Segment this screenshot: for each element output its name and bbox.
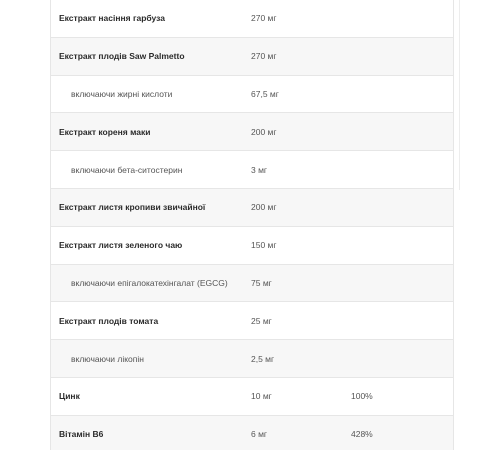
table-row: [51, 340, 453, 378]
table-row: [51, 38, 453, 76]
table-row: [51, 416, 453, 450]
ingredient-amount: 3 мг: [251, 164, 268, 175]
ingredient-name: Екстракт плодів томата: [59, 315, 159, 326]
ingredient-amount: 25 мг: [251, 315, 272, 326]
ingredient-name: Цинк: [59, 391, 80, 402]
ingredient-name: включаючи жирні кислоти: [71, 88, 173, 99]
ingredient-amount: 2,5 мг: [251, 353, 275, 364]
nutrition-table: [50, 0, 454, 450]
ingredient-amount: 75 мг: [251, 277, 272, 288]
table-row: [51, 378, 453, 416]
ingredient-name: Екстракт листя кропиви звичайної: [59, 202, 206, 213]
ingredient-name: Екстракт листя зеленого чаю: [59, 240, 183, 251]
ingredient-amount: 200 мг: [251, 202, 277, 213]
table-row: [51, 265, 453, 303]
ingredient-amount: 6 мг: [251, 429, 268, 440]
daily-value: 100%: [351, 391, 373, 402]
ingredient-name: Екстракт насіння гарбуза: [59, 13, 165, 24]
table-row: [51, 0, 453, 38]
table-row: [51, 76, 453, 114]
ingredient-name: Екстракт плодів Saw Palmetto: [59, 51, 185, 62]
ingredient-name: включаючи епігалокатехінгалат (EGCG): [71, 277, 228, 288]
ingredient-name: Вітамін B6: [59, 429, 104, 440]
ingredient-amount: 270 мг: [251, 51, 277, 62]
ingredient-amount: 67,5 мг: [251, 88, 279, 99]
ingredient-amount: 200 мг: [251, 126, 277, 137]
table-row: [51, 227, 453, 265]
ingredient-name: включаючи лікопін: [71, 353, 144, 364]
table-row: [51, 113, 453, 151]
ingredient-amount: 10 мг: [251, 391, 272, 402]
ingredient-amount: 150 мг: [251, 240, 277, 251]
table-row: [51, 302, 453, 340]
ingredient-name: Екстракт кореня маки: [59, 126, 151, 137]
ingredient-name: включаючи бета-ситостерин: [71, 164, 183, 175]
ingredient-amount: 270 мг: [251, 13, 277, 24]
daily-value: 428%: [351, 429, 373, 440]
scrollbar[interactable]: [459, 0, 460, 190]
table-row: [51, 189, 453, 227]
table-row: [51, 151, 453, 189]
